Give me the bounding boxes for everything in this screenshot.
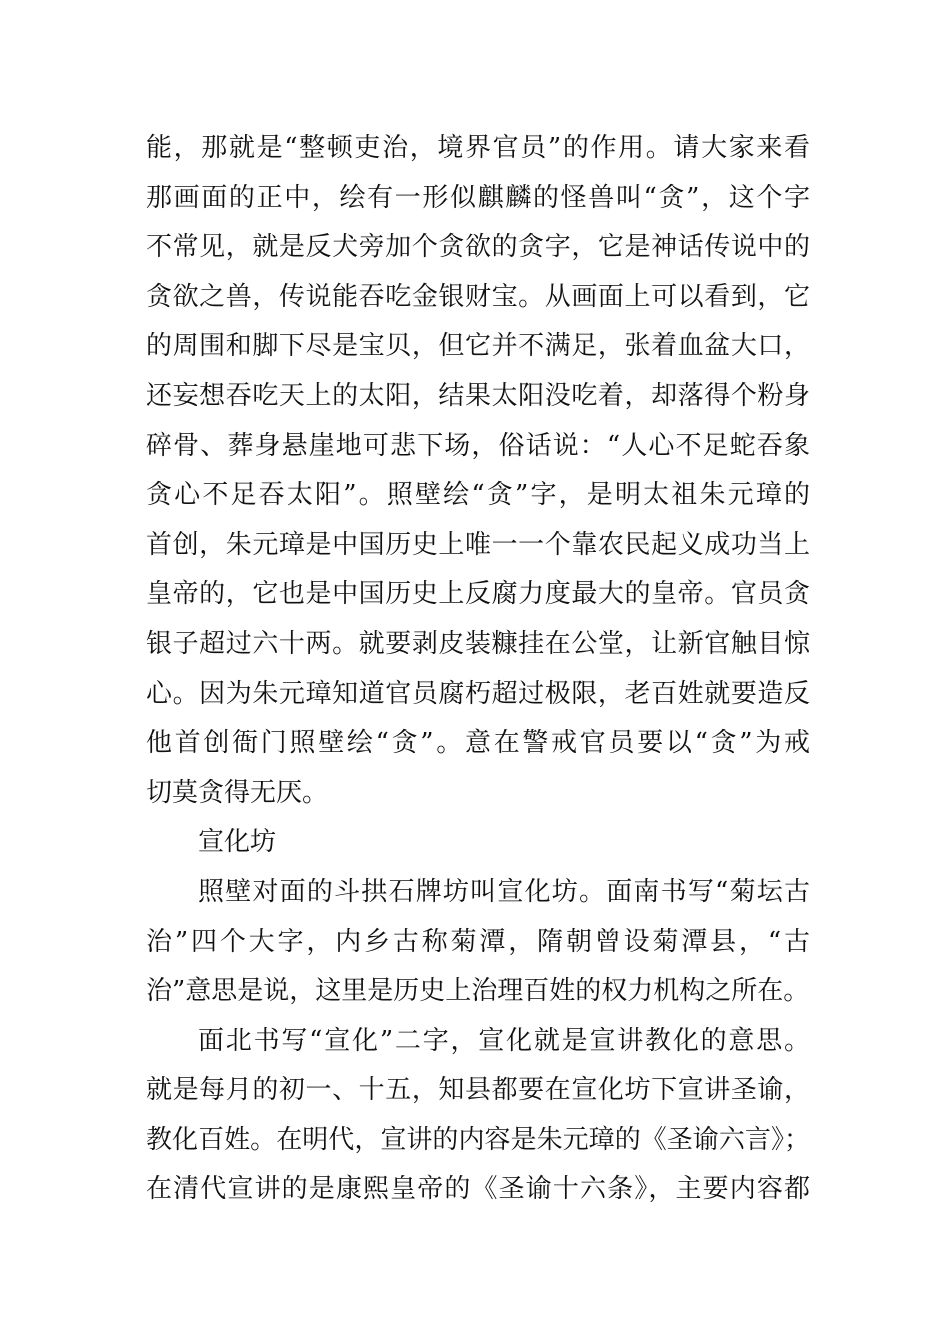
text-line: 治”四个大字，内乡古称菊潭，隋朝曾设菊潭县，“古 [146, 926, 810, 957]
text-line: 不常见，就是反犬旁加个贪欲的贪字，它是神话传说中的 [146, 232, 810, 263]
text-line: 银子超过六十两。就要剥皮装糠挂在公堂，让新官触目惊 [146, 628, 810, 659]
text-line: 皇帝的，它也是中国历史上反腐力度最大的皇帝。官员贪 [146, 579, 810, 610]
text-line: 在清代宣讲的是康熙皇帝的《圣谕十六条》，主要内容都 [146, 1174, 810, 1205]
text-line: 就是每月的初一、十五，知县都要在宣化坊下宣讲圣谕， [146, 1075, 810, 1106]
text-line: 治”意思是说，这里是历史上治理百姓的权力机构之所在。 [146, 976, 810, 1007]
text-line: 面北书写“宣化”二字，宣化就是宣讲教化的意思。 [198, 1025, 810, 1056]
text-line: 他首创衙门照壁绘“贪”。意在警戒官员要以“贪”为戒 [146, 728, 810, 759]
text-line: 能，那就是“整顿吏治，境界官员”的作用。请大家来看 [146, 133, 810, 163]
text-line: 还妄想吞吃天上的太阳，结果太阳没吃着，却落得个粉身 [146, 380, 810, 411]
body-text [146, 124, 810, 1215]
text-line: 贪欲之兽，传说能吞吃金银财宝。从画面上可以看到，它 [146, 281, 810, 312]
text-line: 贪心不足吞太阳”。照壁绘“贪”字，是明太祖朱元璋的 [146, 480, 810, 511]
text-line: 的周围和脚下尽是宝贝，但它并不满足，张着血盆大口， [146, 331, 810, 362]
text-line: 碎骨、葬身悬崖地可悲下场，俗话说：“人心不足蛇吞象 [146, 430, 810, 461]
text-line: 心。因为朱元璋知道官员腐朽超过极限，老百姓就要造反 [146, 678, 810, 709]
section-heading: 宣化坊 [198, 827, 277, 858]
text-line: 首创，朱元璋是中国历史上唯一一个靠农民起义成功当上 [146, 529, 810, 560]
text-line: 教化百姓。在明代，宣讲的内容是朱元璋的《圣谕六言》； [146, 1124, 810, 1155]
text-line: 照壁对面的斗拱石牌坊叫宣化坊。面南书写“菊坛古 [198, 876, 810, 907]
text-line: 那画面的正中，绘有一形似麒麟的怪兽叫“贪”，这个字 [146, 182, 810, 213]
text-line: 切莫贪得无厌。 [146, 777, 329, 808]
